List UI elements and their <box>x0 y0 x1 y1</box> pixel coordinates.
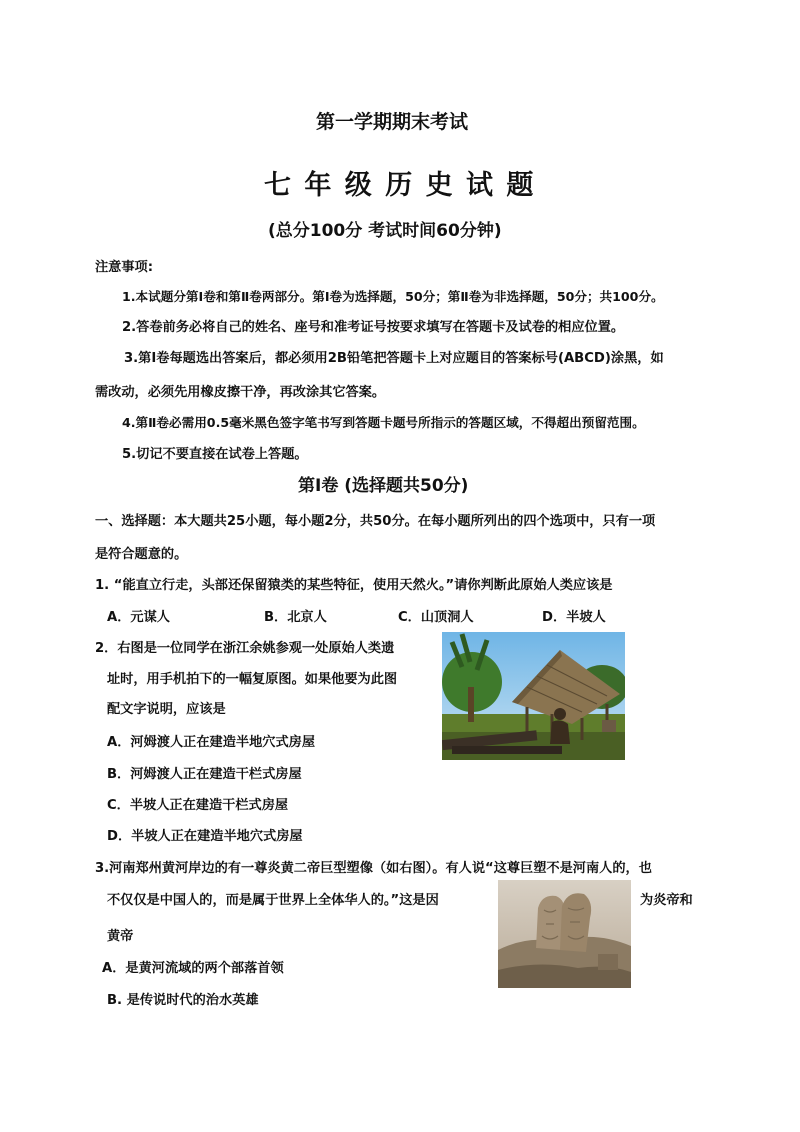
notes-heading: 注意事项: <box>95 260 154 275</box>
note-item: 需改动，必须先用橡皮擦干净，再改涂其它答案。 <box>95 385 386 400</box>
question-1-option-d: D．半坡人 <box>542 610 606 625</box>
note-item: 4.第Ⅱ卷必需用0.5毫米黑色签字笔书写到答题卡题号所指示的答题区域，不得超出预留范围。 <box>122 415 645 430</box>
note-item: 2.答卷前务必将自己的姓名、座号和准考证号按要求填写在答题卡及试卷的相应位置。 <box>122 320 625 335</box>
question-3-option-a: A．是黄河流域的两个部落首领 <box>102 961 284 976</box>
question-2-option-d: D．半坡人正在建造半地穴式房屋 <box>107 829 303 844</box>
question-3-stem: 不仅仅是中国人的，而是属于世界上全体华人的。”这是因 <box>107 893 439 908</box>
stilt-house-photo <box>442 632 625 760</box>
question-3-stem: 为炎帝和 <box>640 893 693 908</box>
question-2-option-a: A．河姆渡人正在建造半地穴式房屋 <box>107 735 316 750</box>
exam-title: 第一学期期末考试 <box>316 111 469 133</box>
question-2-option-b: B．河姆渡人正在建造干栏式房屋 <box>107 767 302 782</box>
section-instruction: 是符合题意的。 <box>95 547 188 562</box>
question-3-stem: 黄帝 <box>107 929 134 944</box>
question-2-option-c: C．半坡人正在建造干栏式房屋 <box>107 798 289 813</box>
question-3-stem: 3.河南郑州黄河岸边的有一尊炎黄二帝巨型塑像（如右图）。有人说“这尊巨塑不是河南人的，也 <box>95 861 652 876</box>
question-1-stem: 1. “能直立行走，头部还保留猿类的某些特征，使用天然火。”请你判断此原始人类应该是 <box>95 578 613 593</box>
question-2-stem: 配文字说明，应该是 <box>107 702 226 717</box>
section-instruction: 一、选择题：本大题共25小题，每小题2分，共50分。在每小题所列出的四个选项中，只有一项 <box>95 514 656 529</box>
question-3-option-b: B. 是传说时代的治水英雄 <box>107 993 259 1008</box>
yan-huang-statue-photo <box>498 880 631 988</box>
question-1-option-a: A．元谋人 <box>107 610 170 625</box>
score-time-note: (总分100分 考试时间60分钟) <box>268 221 502 241</box>
note-item: 5.切记不要直接在试卷上答题。 <box>122 447 308 462</box>
note-item: 3.第Ⅰ卷每题选出答案后，都必须用2B铅笔把答题卡上对应题目的答案标号(ABCD)涂黑，如 <box>124 351 664 366</box>
note-item: 1.本试题分第Ⅰ卷和第Ⅱ卷两部分。第Ⅰ卷为选择题，50分；第Ⅱ卷为非选择题，50分；共100分。 <box>122 289 664 304</box>
question-2-stem: 2．右图是一位同学在浙江余姚参观一处原始人类遗 <box>95 641 395 656</box>
subject-title: 七 年 级 历 史 试 题 <box>264 170 536 201</box>
question-1-option-b: B．北京人 <box>264 610 327 625</box>
section-title: 第Ⅰ卷 (选择题共50分) <box>298 476 469 496</box>
question-2-stem: 址时，用手机拍下的一幅复原图。如果他要为此图 <box>107 672 398 687</box>
question-1-option-c: C．山顶洞人 <box>398 610 474 625</box>
